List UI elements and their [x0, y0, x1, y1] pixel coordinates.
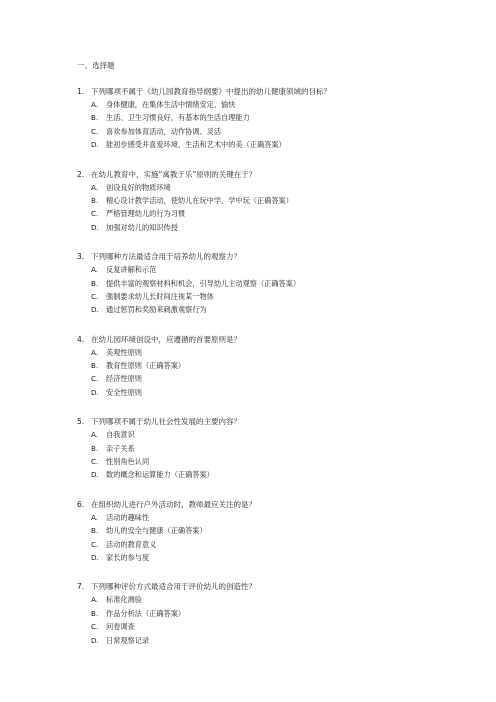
- option-a: [77, 511, 477, 524]
- option-text: 生活、卫生习惯良好，有基本的生活自理能力: [106, 113, 250, 123]
- question-2: [77, 169, 477, 235]
- option-c: [77, 125, 477, 138]
- option-letter: A.: [91, 100, 99, 109]
- question-number: 7.: [77, 582, 85, 592]
- question-text: 在幼儿教育中，实施“寓教于乐”原则的关键在于？: [91, 169, 257, 179]
- option-a: [77, 428, 477, 441]
- option-text: 精心设计教学活动，使幼儿在玩中学、学中玩（正确答案）: [106, 195, 293, 205]
- option-letter: A.: [91, 265, 99, 275]
- option-b: [77, 524, 477, 537]
- option-letter: D.: [91, 552, 99, 562]
- option-letter: C.: [91, 622, 99, 632]
- option-letter: C.: [91, 539, 99, 549]
- option-c: [77, 372, 477, 385]
- option-text: 能初步感受并喜爱环境、生活和艺术中的美（正确答案）: [106, 140, 286, 150]
- option-a: [77, 593, 477, 606]
- question-text: 下列哪项不属于《幼儿园教育指导纲要》中提出的幼儿健康领域的目标？: [91, 87, 331, 96]
- option-b: [77, 277, 477, 290]
- option-text: 问卷调查: [106, 622, 135, 632]
- option-letter: C.: [91, 457, 99, 467]
- option-b: [77, 111, 477, 124]
- option-d: [77, 138, 477, 151]
- question-list: [77, 86, 477, 664]
- question-stem: [77, 334, 477, 346]
- question-text: 下列哪种方法最适合用于培养幼儿的观察力？: [91, 252, 241, 262]
- question-6: [77, 499, 477, 565]
- option-letter: B.: [91, 113, 99, 123]
- option-text: 日常观察记录: [106, 635, 150, 645]
- question-number: 4.: [77, 334, 85, 344]
- question-stem: [77, 416, 477, 428]
- option-text: 亲子关系: [106, 443, 135, 453]
- option-letter: B.: [91, 443, 99, 453]
- question-number: 1.: [77, 87, 85, 96]
- option-d: [77, 468, 477, 481]
- option-d: [77, 386, 477, 399]
- option-text: 自我意识: [106, 430, 135, 440]
- option-text: 反复讲解和示范: [106, 265, 157, 275]
- option-text: 身体健康，在集体生活中情绪安定、愉快: [106, 100, 236, 109]
- option-text: 安全性原则: [106, 387, 142, 397]
- question-5: [77, 416, 477, 482]
- option-text: 标准化测验: [106, 595, 142, 605]
- option-d: [77, 303, 477, 316]
- question-text: 在组织幼儿进行户外活动时，教师最应关注的是？: [91, 499, 256, 509]
- question-number: 2.: [77, 169, 85, 179]
- option-d: [77, 221, 477, 234]
- option-letter: B.: [91, 361, 99, 371]
- option-letter: B.: [91, 278, 99, 288]
- option-a: [77, 346, 477, 359]
- option-a: [77, 263, 477, 276]
- question-stem: [77, 169, 477, 181]
- question-text: 下列哪种评价方式最适合用于评价幼儿的创造性？: [91, 582, 256, 592]
- option-b: [77, 194, 477, 207]
- option-letter: B.: [91, 608, 99, 618]
- option-b: [77, 442, 477, 455]
- option-c: [77, 620, 477, 633]
- option-letter: A.: [91, 512, 99, 522]
- option-letter: D.: [91, 470, 99, 480]
- option-letter: C.: [91, 126, 99, 136]
- option-letter: D.: [91, 222, 99, 232]
- question-number: 6.: [77, 499, 85, 509]
- question-number: 5.: [77, 417, 85, 427]
- option-c: [77, 207, 477, 220]
- question-text: 在幼儿园环境创设中，应遵循的首要原则是？: [91, 334, 241, 344]
- question-stem: [77, 86, 477, 98]
- option-c: [77, 455, 477, 468]
- option-letter: D.: [91, 140, 99, 150]
- option-text: 通过惩罚和奖励来刺激观察行为: [106, 305, 207, 315]
- option-letter: B.: [91, 195, 99, 205]
- option-a: [77, 181, 477, 194]
- option-c: [77, 538, 477, 551]
- option-text: 经济性原则: [106, 374, 142, 384]
- option-text: 提供丰富的观察材料和机会，引导幼儿主动观察（正确答案）: [106, 278, 301, 288]
- option-text: 强制要求幼儿长时间注视某一物体: [106, 291, 214, 301]
- question-text: 下列哪项不属于幼儿社会性发展的主要内容？: [91, 417, 241, 427]
- option-c: [77, 290, 477, 303]
- option-text: 教育性原则（正确答案）: [106, 361, 186, 371]
- option-letter: C.: [91, 209, 99, 219]
- option-text: 活动的趣味性: [106, 512, 150, 522]
- question-number: 3.: [77, 252, 85, 262]
- option-text: 严格管理幼儿的行为习惯: [106, 209, 186, 219]
- option-letter: D.: [91, 635, 99, 645]
- option-letter: A.: [91, 347, 99, 357]
- option-text: 喜欢参加体育活动，动作协调、灵活: [106, 126, 222, 136]
- option-a: [77, 98, 477, 111]
- option-b: [77, 359, 477, 372]
- option-letter: C.: [91, 291, 99, 301]
- option-letter: A.: [91, 595, 99, 605]
- question-stem: [77, 251, 477, 263]
- option-d: [77, 634, 477, 647]
- option-letter: A.: [91, 182, 99, 192]
- option-text: 作品分析法（正确答案）: [106, 608, 186, 618]
- option-text: 活动的教育意义: [106, 539, 157, 549]
- option-b: [77, 607, 477, 620]
- option-letter: C.: [91, 374, 99, 384]
- option-text: 加强对幼儿的知识传授: [106, 222, 178, 232]
- option-letter: A.: [91, 430, 99, 440]
- option-text: 家长的参与度: [106, 552, 150, 562]
- question-stem: [77, 499, 477, 511]
- option-d: [77, 551, 477, 564]
- question-1: [77, 86, 477, 152]
- option-text: 美观性原则: [106, 347, 142, 357]
- option-text: 性别角色认同: [106, 457, 150, 467]
- option-text: 创设良好的物质环境: [106, 182, 171, 192]
- question-7: [77, 581, 477, 647]
- option-letter: D.: [91, 387, 99, 397]
- section-title: 一、选择题: [77, 61, 115, 70]
- option-letter: B.: [91, 526, 99, 536]
- question-stem: [77, 581, 477, 593]
- option-letter: D.: [91, 305, 99, 315]
- option-text: 幼儿的安全与健康（正确答案）: [106, 526, 207, 536]
- option-text: 数的概念和运算能力（正确答案）: [106, 470, 214, 480]
- question-4: [77, 334, 477, 400]
- question-3: [77, 251, 477, 317]
